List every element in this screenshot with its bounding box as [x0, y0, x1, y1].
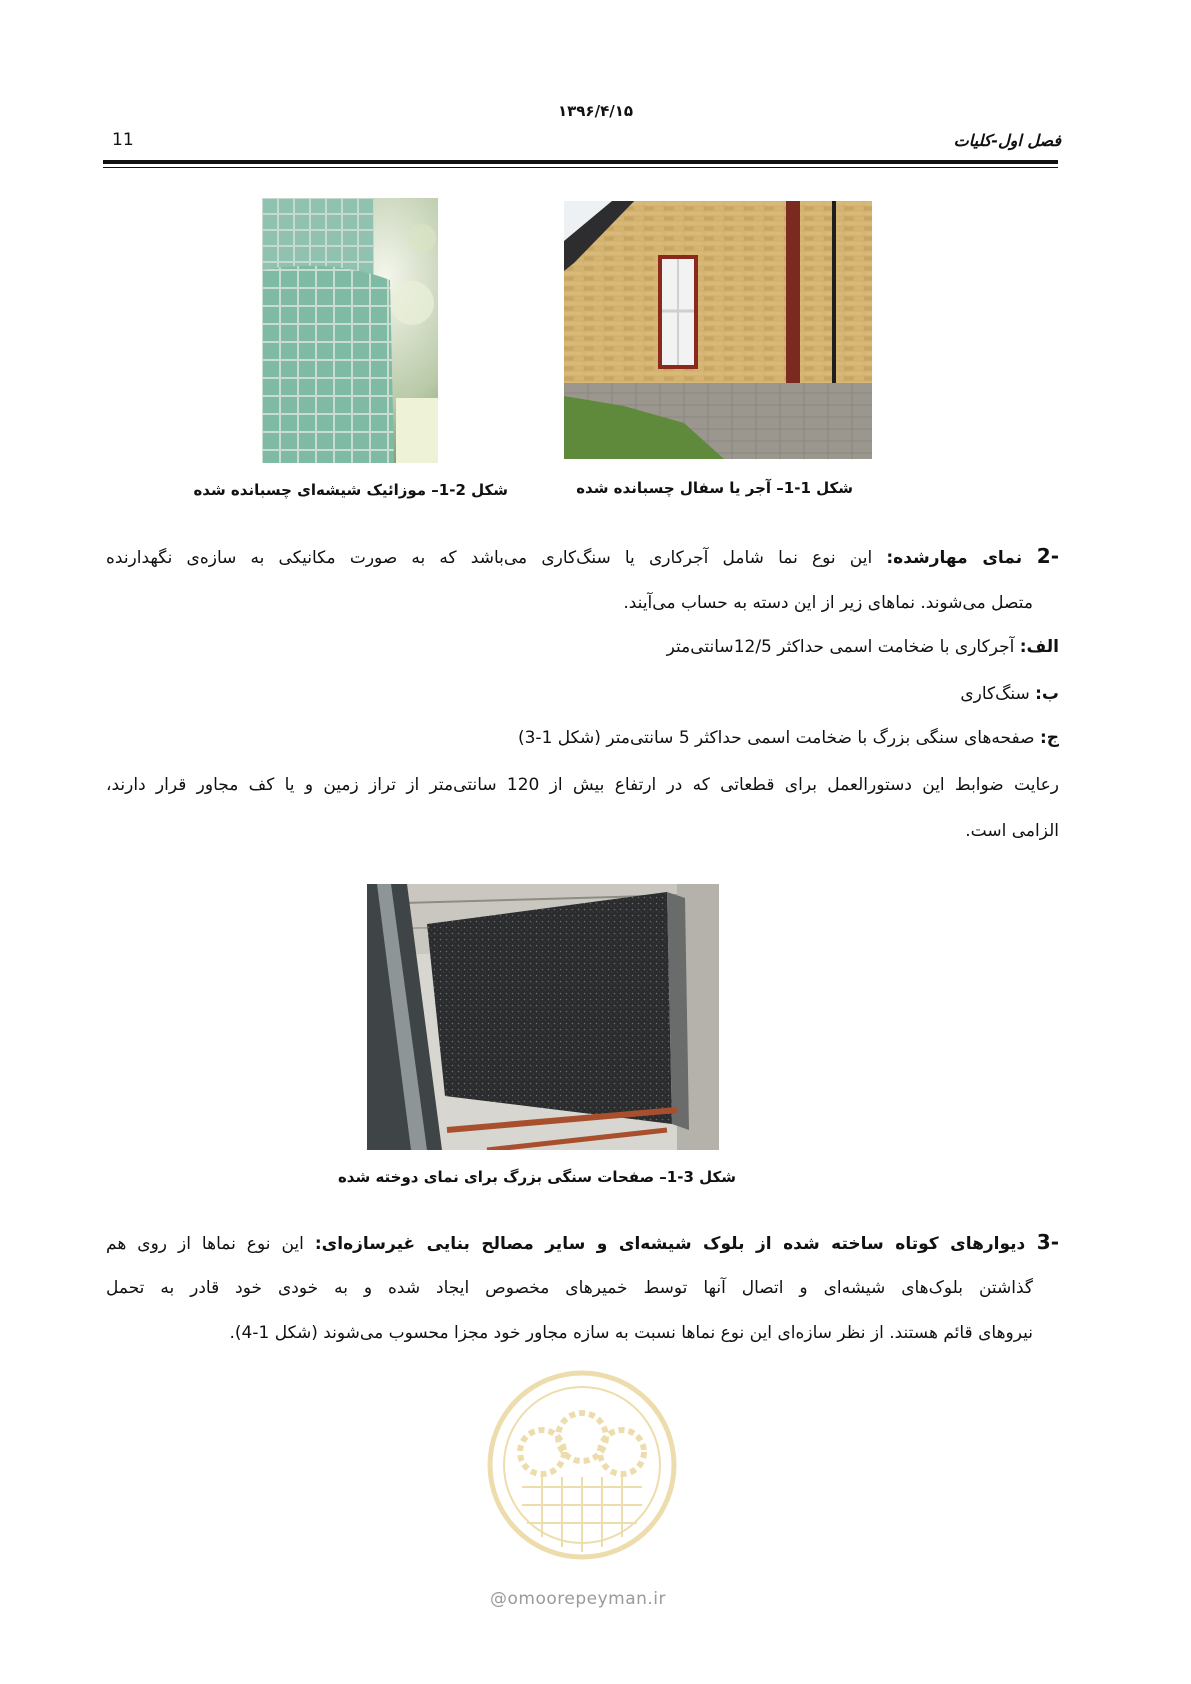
caption-number: 1-1: [783, 479, 811, 497]
item-3-text: این نوع نماها از روی هم: [106, 1234, 315, 1254]
item-jim-label: ج:: [1039, 728, 1059, 748]
watermark-seal-logo: [482, 1357, 682, 1572]
item-3-line-2: گذاشتن بلوک‌های شیشه‌ای و اتصال آنها توسط خمیرهای مخصوص ایجاد شده و به خودی خود قادر به تحمل: [106, 1278, 1033, 1298]
item-alef: [667, 634, 1059, 660]
figure-stone-slabs-photo: [367, 884, 719, 1150]
item-3-line-1: [106, 1229, 1059, 1257]
caption-number: 1-2: [438, 481, 466, 499]
figure-1-3-caption: [337, 1168, 736, 1186]
item-alef-text: آجرکاری با ضخامت اسمی حداکثر 12/5سانتی‌متر: [666, 637, 1020, 657]
caption-prefix: شکل: [465, 481, 508, 499]
caption-prefix: شکل: [810, 479, 853, 497]
item-2-title: نمای مهارشده:: [886, 548, 1037, 568]
page-number: 11: [112, 130, 134, 150]
item-2-line-1: [106, 543, 1059, 571]
item-2-text: این نوع نما شامل آجرکاری یا سنگ‌کاری می‌باشد که به صورت مکانیکی به سازه‌ی نگهدارنده: [106, 548, 887, 568]
item-be-text: سنگ‌کاری: [960, 684, 1036, 704]
figure-brick-facade-photo: [564, 201, 872, 459]
item-3-line-3: نیروهای قائم هستند. از نظر سازه‌ای این نوع نماها نسبت به سازه مجاور خود مجزا محسوب می‌شوند (شکل 1-4).: [229, 1323, 1033, 1343]
item-2-number: 2-: [1036, 544, 1059, 568]
caption-prefix: شکل: [693, 1168, 736, 1186]
header-rule-thin: [103, 167, 1058, 168]
item-jim-text: صفحه‌های سنگی بزرگ با ضخامت اسمی حداکثر 5 سانتی‌متر (شکل 1-3): [517, 728, 1040, 748]
item-jim: [518, 725, 1059, 751]
footer-website: @omoorepeyman.ir: [490, 1589, 667, 1609]
caption-text: – صفحات سنگی بزرگ برای نمای دوخته شده: [337, 1168, 667, 1186]
rule-line-2: الزامی است.: [965, 821, 1059, 841]
item-3-title: دیوارهای کوتاه ساخته شده از بلوک شیشه‌ای و سایر مصالح بنایی غیرسازه‌ای:: [314, 1234, 1037, 1254]
caption-text: – آجر یا سفال چسبانده شده: [576, 479, 784, 497]
chapter-title: فصل اول-کلیات: [953, 131, 1061, 150]
rule-line-1: رعایت ضوابط این دستورالعمل برای قطعاتی که در ارتفاع بیش از 120 سانتی‌متر از تراز زمین و یا کف مجاور قرار دارند،: [106, 775, 1059, 795]
item-be-label: ب:: [1035, 684, 1059, 704]
item-3-number: 3-: [1036, 1230, 1059, 1254]
figure-1-1-caption: [576, 479, 853, 497]
figure-glass-mosaic-photo: [262, 198, 438, 463]
header-rule-thick: [103, 160, 1058, 164]
item-be: [960, 681, 1059, 707]
item-2-line-2: متصل می‌شوند. نماهای زیر از این دسته به حساب می‌آیند.: [623, 593, 1033, 613]
item-alef-label: الف:: [1019, 637, 1059, 657]
figure-1-2-caption: [195, 481, 508, 499]
document-date: ۱۳۹۶/۴/۱۵: [557, 102, 634, 120]
caption-number: 1-3: [666, 1168, 694, 1186]
caption-text: – موزائیک شیشه‌ای چسبانده شده: [193, 481, 439, 499]
